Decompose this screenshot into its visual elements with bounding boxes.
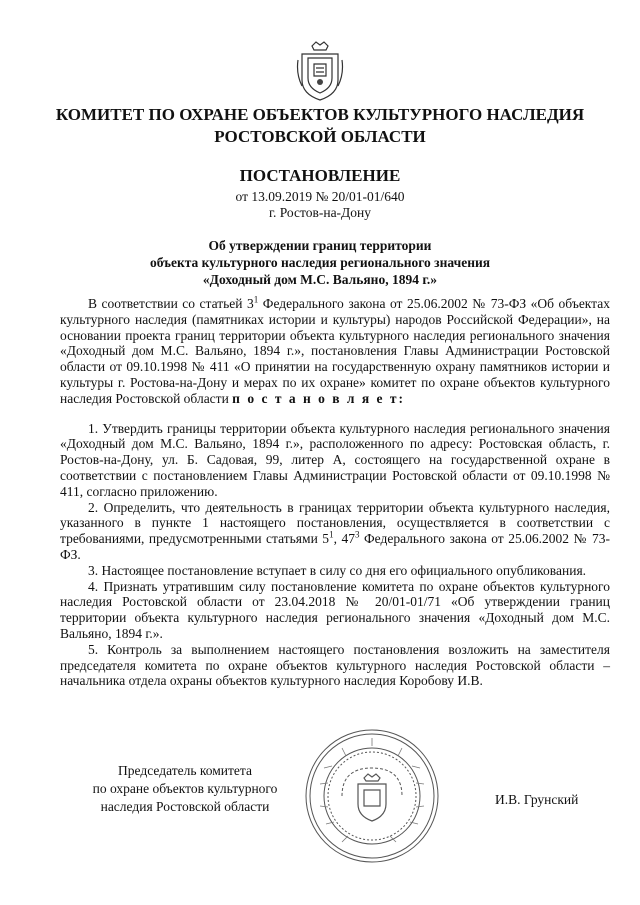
item-2-superscript-1: 1 <box>329 529 334 540</box>
org-line-1: КОМИТЕТ ПО ОХРАНЕ ОБЪЕКТОВ КУЛЬТУРНОГО НАСЛЕДИЯ <box>55 105 585 124</box>
document-type: ПОСТАНОВЛЕНИЕ <box>239 166 401 185</box>
organization-name <box>40 104 600 148</box>
position-line-2: по охране объектов культурного <box>92 781 278 796</box>
position-line-3: наследия Ростовской области <box>100 799 270 814</box>
preamble-text-1: В соответствии со статьей 3 <box>88 296 254 311</box>
item-2 <box>60 500 610 563</box>
preamble-superscript: 1 <box>253 294 259 305</box>
subject-line-2: объекта культурного наследия регионального значения <box>149 255 491 270</box>
item-4: 4. Признать утратившим силу постановление комитета по охране объектов культурного наследия Ростовской области от 23.04.2018 № 20/01-01/71 «Об утверждении границ территории объекта культурного наследия регионального значения «Доходный дом М.С. Вальяно, 1894 г.». <box>60 578 610 641</box>
subject-line-1: Об утверждении границ территории <box>208 238 432 253</box>
signatory-name: И.В. Грунский <box>495 792 579 807</box>
item-1: 1. Утвердить границы территории объекта культурного наследия регионального значения «Доходный дом М.С. Вальяно, 1894 г.», расположенного по адресу: Ростовская область, г. Ростов-на-Дону, ул. Б. Садовая, 99, литер А, состоящего на государственной охране в соответствии с постановлением Главы Администрации Ростовской области от 09.10.1998 № 411, согласно приложению. <box>60 420 610 499</box>
item-2-text-2: , 47 <box>333 531 355 547</box>
rostov-coat-of-arms-icon <box>296 40 344 104</box>
document-body <box>60 296 610 689</box>
item-5: 5. Контроль за выполнением настоящего постановления возложить на заместителя председателя комитета по охране объектов культурного наследия Ростовской области – начальника отдела охраны объектов культурного наследия Коробову И.В. <box>60 641 610 689</box>
signatory-position <box>80 762 290 816</box>
position-line-1: Председатель комитета <box>118 763 252 778</box>
item-2-text-1: 2. Определить, что деятельность в границах территории объекта культурного наследия, указанного в пункте 1 настоящего постановления, осуществляется в соответствии с требованиями, предусмотренными статьями 5 <box>60 499 610 547</box>
preamble-paragraph <box>60 296 610 407</box>
date-number-line: от 13.09.2019 № 20/01-01/640 <box>235 189 405 204</box>
official-round-seal-icon <box>302 726 442 866</box>
item-3: 3. Настоящее постановление вступает в силу со дня его официального опубликования. <box>88 562 587 578</box>
city-line: г. Ростов-на-Дону <box>268 205 371 220</box>
resolves-word: п о с т а н о в л я е т: <box>232 390 406 406</box>
org-line-2: РОСТОВСКОЙ ОБЛАСТИ <box>214 127 426 146</box>
preamble-text-2: Федерального закона от 25.06.2002 № 73-ФЗ «Об объектах культурного наследия (памятниках истории и культуры) народов Российской Федерации», на основании проекта границ территории объекта культурного наследия регионального значения «Доходный дом М.С. Вальяно, 1894 г.», постановления Главы Администрации Ростовской области от 09.10.1998 № 411 «О принятии на государственную охрану памятников истории и культуры г. Ростова-на-Дону и мерах по их охране» комитет по охране объектов культурного наследия Ростовской области <box>60 296 610 406</box>
item-2-superscript-2: 3 <box>354 529 360 540</box>
document-subject <box>40 237 600 288</box>
item-2-text-3: Федерального закона от 25.06.2002 № 73-ФЗ. <box>60 531 610 562</box>
subject-line-3: «Доходный дом М.С. Вальяно, 1894 г.» <box>202 272 438 287</box>
